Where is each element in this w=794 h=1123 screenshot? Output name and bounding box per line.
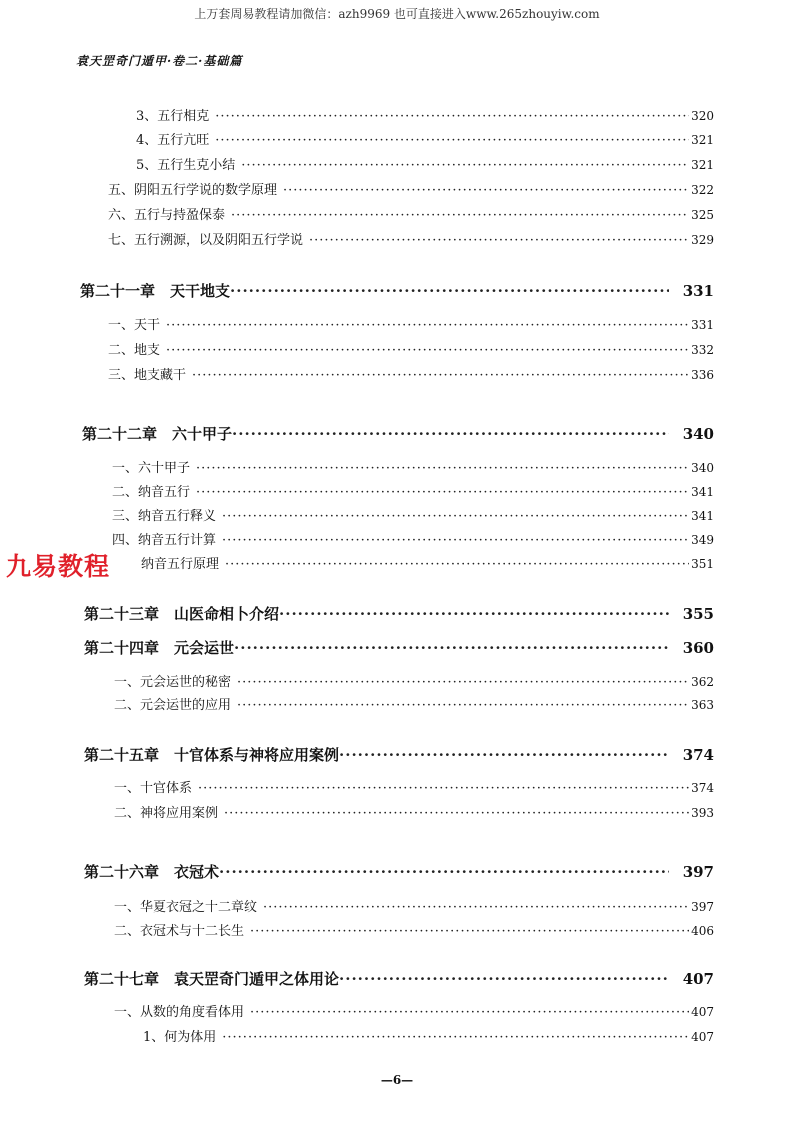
toc-entry[interactable] <box>112 530 714 550</box>
leader-dots <box>237 696 689 716</box>
toc-chapter-label: 第二十五章 十官体系与神将应用案例 <box>84 746 340 764</box>
leader-dots <box>196 459 689 479</box>
leader-dots <box>279 602 669 626</box>
toc-entry-label: 二、纳音五行 <box>112 485 191 500</box>
toc-entry-label: 六、五行与持盈保泰 <box>108 208 226 223</box>
toc-chapter-page: 331 <box>682 282 714 300</box>
toc-entry-label: 二、神将应用案例 <box>114 806 219 821</box>
toc-entry-label: 一、华夏衣冠之十二章纹 <box>114 900 258 915</box>
toc-entry[interactable] <box>114 1002 714 1022</box>
toc-chapter-page: 360 <box>682 639 714 657</box>
toc-entry-page: 336 <box>691 368 714 382</box>
toc-entry[interactable] <box>112 482 714 502</box>
toc-entry-page: 332 <box>691 343 714 357</box>
leader-dots <box>225 555 689 575</box>
toc-entry-page: 322 <box>691 183 714 197</box>
toc-chapter[interactable] <box>84 602 714 626</box>
toc-entry[interactable] <box>108 365 714 385</box>
toc-entry-label: 五、阴阳五行学说的数学原理 <box>108 183 278 198</box>
toc-entry-page: 349 <box>691 533 714 547</box>
toc-entry[interactable] <box>136 130 714 150</box>
toc-entry-page: 374 <box>691 781 714 795</box>
leader-dots <box>250 1003 689 1023</box>
toc-chapter[interactable] <box>84 967 714 991</box>
leader-dots <box>196 483 689 503</box>
toc-entry-label: 四、纳音五行计算 <box>112 533 217 548</box>
toc-entry-page: 325 <box>691 208 714 222</box>
toc-entry-page: 329 <box>691 233 714 247</box>
toc-entry[interactable] <box>114 897 714 917</box>
toc-chapter-label: 第二十四章 元会运世 <box>84 639 235 657</box>
toc-entry[interactable] <box>108 180 714 200</box>
toc-entry[interactable] <box>108 230 714 250</box>
toc-entry[interactable] <box>114 921 714 941</box>
page-number: —6— <box>380 1073 414 1087</box>
toc-entry-label: 4、五行亢旺 <box>136 133 210 148</box>
toc-chapter[interactable] <box>80 279 714 303</box>
toc-entry[interactable] <box>136 155 714 175</box>
toc-chapter-page: 374 <box>682 746 714 764</box>
toc-entry[interactable] <box>114 672 714 692</box>
toc-entry[interactable] <box>114 778 714 798</box>
toc-entry-label: 一、元会运世的秘密 <box>114 675 232 690</box>
toc-entry-label: 5、五行生克小结 <box>136 158 236 173</box>
toc-chapter-page: 407 <box>682 970 714 988</box>
toc-entry-page: 321 <box>691 158 714 172</box>
leader-dots <box>224 804 689 824</box>
toc-entry[interactable] <box>136 106 714 126</box>
toc-entry-label: 纳音五行原理 <box>141 557 220 572</box>
toc-entry[interactable] <box>108 205 714 225</box>
toc-entry[interactable] <box>112 506 714 526</box>
toc-entry-label: 一、天干 <box>108 318 161 333</box>
toc-entry[interactable] <box>141 554 714 574</box>
toc-entry-label: 1、何为体用 <box>143 1030 217 1045</box>
leader-dots <box>241 156 689 176</box>
toc-entry-page: 341 <box>691 509 714 523</box>
toc-entry-label: 二、衣冠术与十二长生 <box>114 924 245 939</box>
leader-dots <box>237 673 689 693</box>
leader-dots <box>166 341 689 361</box>
toc-entry[interactable] <box>114 695 714 715</box>
watermark-logo: 九易教程 <box>6 552 111 581</box>
running-header: 袁天罡奇门遁甲·卷二·基础篇 <box>76 54 243 68</box>
toc-chapter-label: 第二十七章 袁天罡奇门遁甲之体用论 <box>84 970 340 988</box>
toc-entry-page: 321 <box>691 133 714 147</box>
toc-entry-page: 407 <box>691 1005 714 1019</box>
toc-chapter[interactable] <box>82 422 714 446</box>
toc-entry-label: 三、地支藏干 <box>108 368 187 383</box>
toc-entry-page: 397 <box>691 900 714 914</box>
leader-dots <box>230 279 669 303</box>
toc-entry-label: 一、从数的角度看体用 <box>114 1005 245 1020</box>
leader-dots <box>234 636 669 660</box>
toc-chapter-page: 340 <box>682 425 714 443</box>
leader-dots <box>231 206 689 226</box>
toc-chapter-page: 397 <box>682 863 714 881</box>
toc-entry-label: 三、纳音五行释义 <box>112 509 217 524</box>
toc-chapter-label: 第二十六章 衣冠术 <box>84 863 220 881</box>
leader-dots <box>339 743 669 767</box>
toc-entry-page: 363 <box>691 698 714 712</box>
toc-chapter[interactable] <box>84 860 714 884</box>
toc-entry[interactable] <box>108 340 714 360</box>
leader-dots <box>222 507 689 527</box>
toc-entry[interactable] <box>108 315 714 335</box>
toc-chapter-label: 第二十二章 六十甲子 <box>82 425 233 443</box>
toc-entry[interactable] <box>143 1027 714 1047</box>
leader-dots <box>232 422 669 446</box>
toc-chapter-label: 第二十一章 天干地支 <box>80 282 231 300</box>
toc-entry-page: 341 <box>691 485 714 499</box>
toc-chapter[interactable] <box>84 636 714 660</box>
leader-dots <box>215 107 689 127</box>
toc-entry-page: 406 <box>691 924 714 938</box>
toc-chapter-page: 355 <box>682 605 714 623</box>
toc-entry-page: 407 <box>691 1030 714 1044</box>
toc-entry-page: 340 <box>691 461 714 475</box>
toc-entry-page: 362 <box>691 675 714 689</box>
toc-entry[interactable] <box>114 803 714 823</box>
leader-dots <box>166 316 689 336</box>
toc-chapter-label: 第二十三章 山医命相卜介绍 <box>84 605 280 623</box>
toc-entry-label: 一、十官体系 <box>114 781 193 796</box>
leader-dots <box>222 1028 689 1048</box>
toc-entry-label: 二、元会运世的应用 <box>114 698 232 713</box>
toc-entry-page: 351 <box>691 557 714 571</box>
leader-dots <box>222 531 689 551</box>
toc-entry-label: 七、五行溯源，以及阴阳五行学说 <box>108 233 304 248</box>
leader-dots <box>219 860 669 884</box>
leader-dots <box>309 231 689 251</box>
leader-dots <box>250 922 689 942</box>
toc-entry-page: 331 <box>691 318 714 332</box>
leader-dots <box>339 967 669 991</box>
top-banner: 上万套周易教程请加微信：azh9969 也可直接进入www.265zhouyiw.com <box>194 7 600 21</box>
toc-entry-page: 393 <box>691 806 714 820</box>
leader-dots <box>283 181 689 201</box>
toc-chapter[interactable] <box>84 743 714 767</box>
leader-dots <box>192 366 689 386</box>
leader-dots <box>198 779 689 799</box>
toc-entry-label: 一、六十甲子 <box>112 461 191 476</box>
leader-dots <box>215 131 689 151</box>
toc-entry-page: 320 <box>691 109 714 123</box>
toc-entry-label: 3、五行相克 <box>136 109 210 124</box>
toc-entry-label: 二、地支 <box>108 343 161 358</box>
toc-entry[interactable] <box>112 458 714 478</box>
leader-dots <box>263 898 689 918</box>
